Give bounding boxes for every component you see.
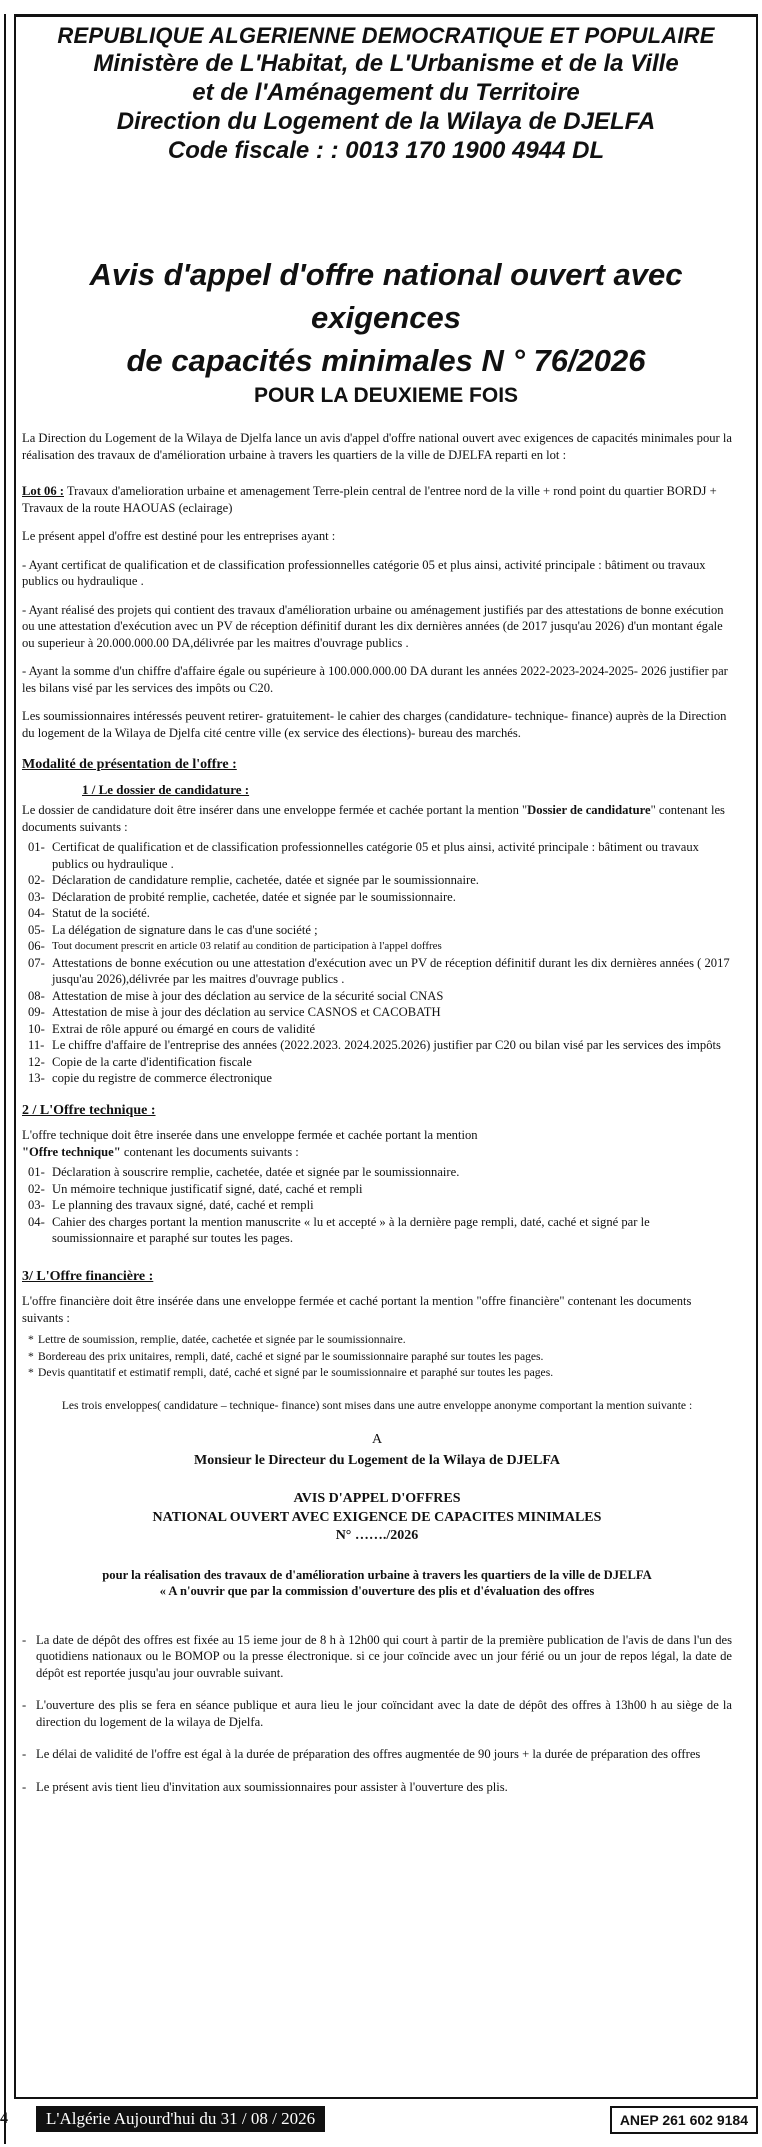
fiscal-code: Code fiscale : : 0013 170 1900 4944 DL [167, 137, 605, 164]
dash-bullet: - [22, 1747, 27, 1761]
bullet-star: * [28, 1366, 34, 1379]
item-text: Bordereau des prix unitaires, rempli, daté, caché et signé par le soumissionnaire paraphé sur toutes les pages. [38, 1349, 544, 1363]
item-number: 11- [28, 1038, 45, 1052]
lot-paragraph [22, 483, 732, 516]
item-number: 05- [28, 922, 45, 937]
technical-intro-bold: "Offre technique" [22, 1144, 121, 1159]
list-item [28, 1021, 732, 1038]
list-item [28, 1004, 732, 1021]
republic-heading: REPUBLIQUE ALGERIENNE DEMOCRATIQUE ET POPULAIRE [57, 23, 715, 48]
item-number: 07- [28, 955, 45, 970]
item-text: Attestations de bonne exécution ou une attestation d'exécution avec un PV de réception définitif durant les dix dernières années ( 2017 jusqu'au 2026),délivrée par les maitres d'ouvrage publics . [52, 955, 730, 986]
item-number: 03- [28, 1198, 45, 1212]
item-text: La délégation de signature dans le cas d'une société ; [52, 922, 318, 937]
item-text: Le chiffre d'affaire de l'entreprise des années (2022.2023. 2024.2025.2026) justifier par C20 ou bilan visé par les services des impôts [52, 1038, 721, 1052]
item-number: 01- [28, 840, 45, 854]
modalities-heading: Modalité de présentation de l'offre : [22, 757, 237, 772]
address-a: A [371, 1432, 383, 1447]
item-text: Attestation de mise à jour des déclation au service de la sécurité social CNAS [52, 988, 444, 1003]
eligibility-item: - Ayant la somme d'un chiffre d'affaire égale ou supérieure à 100.000.000.00 DA durant les années 2022-2023-2024-2025- 2026 justifier par les bilans visé par les services des impôts ou C20. [22, 664, 728, 695]
list-item [28, 905, 732, 922]
address-recipient: Monsieur le Directeur du Logement de la Wilaya de DJELFA [194, 1452, 560, 1468]
ministry-line-2: et de l'Aménagement du Territoire [192, 79, 580, 106]
item-text: Tout document prescrit en article 03 relatif au condition de participation à l'appel doffres [52, 940, 442, 952]
final-note-text: L'ouverture des plis se fera en séance publique et aura lieu le jour coïncidant avec la date de dépôt des offres à 13h00 h au siège de la direction du logement de la wilaya de Djelfa. [36, 1698, 732, 1729]
list-item [28, 872, 732, 889]
address-avis: AVIS D'APPEL D'OFFRES [293, 1491, 461, 1506]
eligibility-item: - Ayant certificat de qualification et de classification professionnelles catégorie 05 et plus ainsi, activité principale : bâtiment ou travaux publics ou hydraulique . [22, 557, 706, 588]
item-number: 03- [28, 889, 45, 904]
address-number: N° ……./2026 [335, 1528, 419, 1543]
item-text: Déclaration de candidature remplie, cachetée, datée et signée par le soumissionnaire. [52, 873, 479, 887]
list-item [28, 1070, 732, 1087]
item-number: 06- [28, 939, 45, 953]
list-item [28, 988, 732, 1005]
final-note-text: Le délai de validité de l'offre est égal à la durée de préparation des offres augmentée de 90 jours + la durée de préparation des offres [36, 1747, 701, 1761]
technical-heading: 2 / L'Offre technique : [22, 1102, 156, 1118]
left-column-rule [4, 14, 6, 2144]
candidature-intro-b: " contenant les documents suivants : [22, 803, 725, 834]
technical-intro-line-2 [22, 1144, 732, 1161]
final-note [22, 1746, 732, 1763]
candidature-list [28, 839, 732, 1087]
list-item [28, 922, 732, 939]
item-text: Déclaration de probité remplie, cachetée, datée et signée par le soumissionnaire. [52, 889, 456, 904]
final-note [22, 1632, 732, 1682]
item-text: copie du registre de commerce électronique [52, 1071, 272, 1085]
item-text: Le planning des travaux signé, daté, caché et rempli [52, 1198, 314, 1212]
list-item [28, 1037, 732, 1054]
retrieval-paragraph: Les soumissionnaires intéressés peuvent retirer- gratuitement- le cahier des charges (candidature- technique- finance) auprès de la Direction du logement de la Wilaya de Djelfa cité centre ville (ex service des élections)- bureau des marchés. [22, 709, 727, 740]
technical-intro [22, 1127, 732, 1160]
purpose-line-1: pour la réalisation des travaux de d'amélioration urbaine à travers les quartiers de la ville de DJELFA [102, 1567, 652, 1582]
item-number: 04- [28, 1214, 45, 1229]
financial-heading: 3/ L'Offre financière : [22, 1268, 154, 1284]
title-line-3: POUR LA DEUXIEME FOIS [253, 384, 519, 407]
title-line-2: de capacités minimales N ° 76/2026 [126, 343, 646, 378]
list-item [28, 1181, 732, 1198]
item-number: 12- [28, 1054, 45, 1069]
list-item [28, 1349, 732, 1366]
item-text: Lettre de soumission, remplie, datée, cachetée et signée par le soumissionnaire. [38, 1333, 406, 1346]
list-item [28, 1164, 732, 1181]
dash-bullet: - [22, 1698, 27, 1712]
publication-banner: L'Algérie Aujourd'hui du 31 / 08 / 2026 [36, 2106, 325, 2132]
financial-list [28, 1332, 732, 1382]
ministry-line-1: Ministère de L'Habitat, de L'Urbanisme et de la Ville [93, 50, 679, 77]
final-note [22, 1697, 732, 1730]
list-item [28, 1332, 732, 1349]
bullet-star: * [28, 1333, 34, 1346]
item-text: Cahier des charges portant la mention manuscrite « lu et accepté » à la dernière page rempli, daté, caché et signé par le soumissionnaire et paraphé sur toutes les pages. [52, 1214, 650, 1245]
technical-list [28, 1164, 732, 1247]
notice-header [16, 23, 756, 165]
purpose-line-2: « A n'ouvrir que par la commission d'ouverture des plis et d'évaluation des offres [159, 1584, 595, 1598]
list-item [28, 938, 732, 955]
notice-body [22, 430, 732, 1811]
eligibility-item: - Ayant réalisé des projets qui contient des travaux d'amélioration urbaine ou aménagement justifiés par des attestations de bonne exécution ou une attestation d'exécution avec un PV de réception définitif durant les dix dernières années (de 2017 jusqu'au 2026) d'un montant égale ou superieur à 20.000.000.00 DA,délivrée par les maitres d'ouvrage publics . [22, 602, 724, 650]
candidature-intro [22, 802, 732, 835]
lot-label: Lot 06 : [22, 484, 64, 498]
list-item [28, 955, 732, 988]
item-text: Déclaration à souscrire remplie, cachetée, datée et signée par le soumissionnaire. [52, 1165, 460, 1179]
item-number: 13- [28, 1071, 45, 1085]
address-national: NATIONAL OUVERT AVEC EXIGENCE DE CAPACITES MINIMALES [152, 1509, 602, 1525]
list-item [28, 1365, 732, 1382]
candidature-heading: 1 / Le dossier de candidature : [82, 781, 250, 797]
item-number: 08- [28, 988, 45, 1003]
lot-text: Travaux d'amelioration urbaine et amenagement Terre-plein central de l'entree nord de la ville + rond point du quartier BORDJ + Travaux de la route HAOUAS (eclairage) [22, 484, 717, 515]
candidature-intro-a: Le dossier de candidature doit être insérer dans une enveloppe fermée et cachée portant la mention " [22, 803, 528, 817]
page-footer [14, 2106, 762, 2134]
final-note-text: Le présent avis tient lieu d'invitation aux soumissionnaires pour assister à l'ouverture des plis. [36, 1779, 508, 1794]
eligibility-intro: Le présent appel d'offre est destiné pour les entreprises ayant : [22, 529, 336, 543]
list-item [28, 889, 732, 906]
final-notes [22, 1632, 732, 1796]
item-number: 10- [28, 1021, 45, 1036]
item-number: 01- [28, 1165, 45, 1179]
envelopes-paragraph: Les trois enveloppes( candidature – technique- finance) sont mises dans une autre enveloppe anonyme comportant la mention suivante : [61, 1398, 693, 1412]
dash-bullet: - [22, 1632, 27, 1647]
list-item [28, 1054, 732, 1071]
item-text: Un mémoire technique justificatif signé, daté, caché et rempli [52, 1181, 363, 1196]
item-number: 09- [28, 1005, 45, 1019]
page-marker: 4 [0, 2110, 8, 2127]
dash-bullet: - [22, 1779, 27, 1794]
list-item [28, 1214, 732, 1247]
purpose-block [22, 1567, 732, 1600]
technical-intro-line-1: L'offre technique doit être inserée dans une enveloppe fermée et cachée portant la mention [22, 1128, 478, 1142]
final-note-text: La date de dépôt des offres est fixée au 15 ieme jour de 8 h à 12h00 qui court à partir de la première publication de l'avis de dans l'un des quotidiens nationaux ou le BOMOP ou la presse électronique. si ce jour coïncide avec un jour férié ou un jour de repos légal, la date de dépôt est reportée jusqu'au jour ouvrable suivant. [36, 1632, 732, 1680]
intro-paragraph: La Direction du Logement de la Wilaya de Djelfa lance un avis d'appel d'offre national ouvert avec exigences de capacités minimales pour la réalisation des travaux de d'amélioration urbaine à travers les quartiers de la ville de DJELFA reparti en lot : [22, 431, 732, 462]
list-item [28, 839, 732, 872]
item-number: 02- [28, 873, 45, 887]
direction-line: Direction du Logement de la Wilaya de DJELFA [116, 108, 656, 135]
item-text: Extrai de rôle appuré ou émargé en cours de validité [52, 1021, 316, 1036]
final-note [22, 1779, 732, 1796]
title-line-1: Avis d'appel d'offre national ouvert avec exigences [89, 257, 683, 335]
technical-intro-rest: contenant les documents suivants : [120, 1144, 299, 1159]
list-item [28, 1197, 732, 1214]
item-number: 04- [28, 906, 45, 920]
item-number: 02- [28, 1181, 45, 1196]
item-text: Statut de la société. [52, 906, 150, 920]
item-text: Devis quantitatif et estimatif rempli, daté, caché et signé par le soumissionnaire et paraphé sur toutes les pages. [38, 1366, 554, 1379]
notice-title [16, 253, 756, 408]
candidature-intro-bold: Dossier de candidature [527, 803, 651, 817]
financial-intro: L'offre financière doit être insérée dans une enveloppe fermée et caché portant la mention "offre financière" contenant les documents suivants : [22, 1294, 692, 1325]
item-text: Certificat de qualification et de classification professionnelles catégorie 05 et plus ainsi, activité principale : bâtiment ou travaux publics ou hydraulique . [52, 840, 699, 871]
anep-reference: ANEP 261 602 9184 [610, 2106, 758, 2134]
bullet-star: * [28, 1349, 34, 1363]
item-text: Copie de la carte d'identification fiscale [52, 1054, 252, 1069]
item-text: Attestation de mise à jour des déclation au service CASNOS et CACOBATH [52, 1005, 441, 1019]
